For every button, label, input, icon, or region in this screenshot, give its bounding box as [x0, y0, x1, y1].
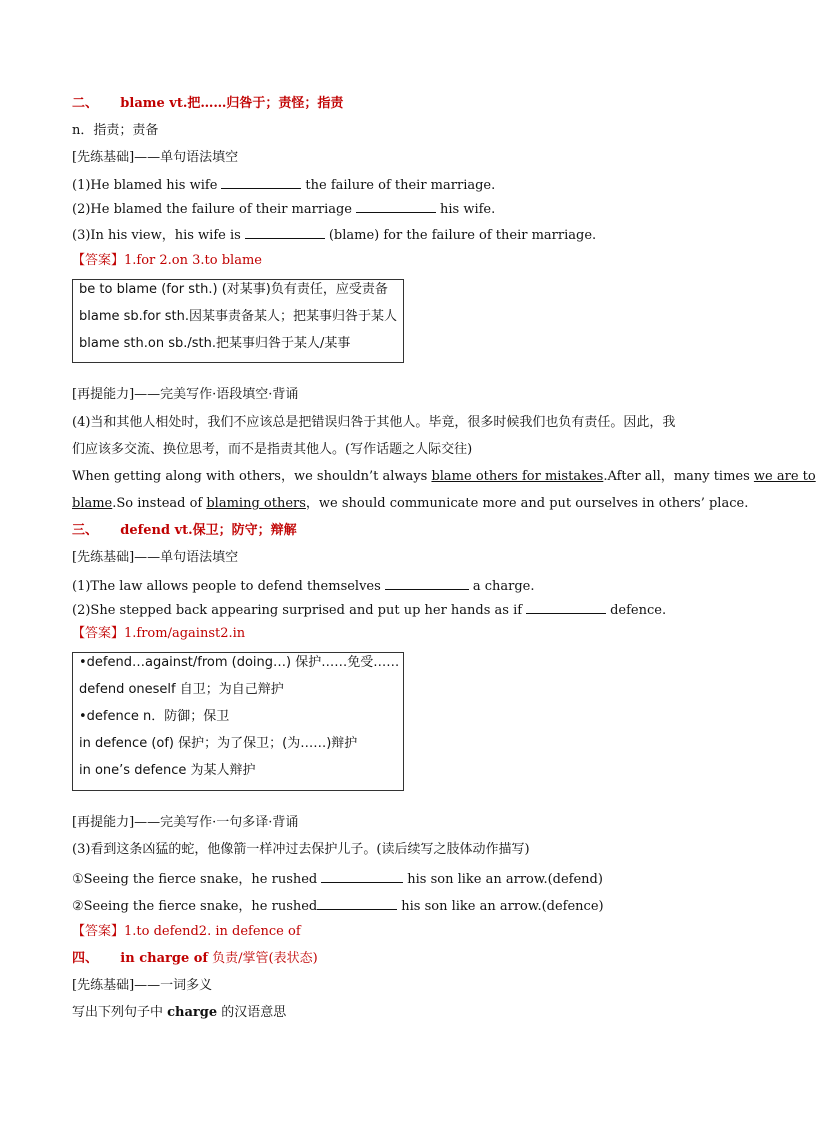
question-4-cn-2: 们应该多交流、换位思考，而不是指责其他人。(写作话题之人际交往) [72, 442, 473, 457]
practice-label: [先练基础]——单句语法填空 [72, 550, 239, 565]
improve-label: [再提能力]——完美写作·一句多译·背诵 [72, 815, 299, 830]
usage-item: blame sth.on sb./sth.把某事归咎于某人/某事 [79, 336, 351, 351]
usage-item: blame sb.for sth.因某事责备某人；把某事归咎于某人 [79, 309, 398, 324]
usage-box [72, 652, 404, 791]
answer-underline: blaming others [206, 496, 306, 511]
section-3-heading [72, 522, 297, 540]
usage-item: in defence (of) 保护；为了保卫；(为……)辩护 [79, 736, 358, 751]
question-2: (2)She stepped back appearing surprised and put up her hands as if defence. [72, 600, 666, 620]
question-1: (1)The law allows people to defend themselves a charge. [72, 576, 534, 596]
section-title-rest: 负责/掌管(表状态) [208, 951, 318, 966]
usage-box [72, 279, 404, 363]
answer-blank[interactable] [221, 175, 301, 189]
usage-item: be to blame (for sth.) (对某事)负有责任，应受责备 [79, 282, 388, 297]
answer-underline: blame [72, 496, 113, 511]
question-4-en-1: When getting along with others，we shouldn’t always blame others for mistakes.After all，many times we are to [72, 469, 816, 484]
answer-blank[interactable] [526, 600, 606, 614]
question-1: (1)He blamed his wife the failure of their marriage. [72, 175, 495, 195]
usage-item: •defend…against/from (doing…) 保护……免受…… [79, 655, 400, 670]
answer-line: 【答案】1.for 2.on 3.to blame [72, 253, 262, 268]
question-4-cn-1: (4)当和其他人相处时，我们不应该总是把错误归咎于其他人。毕竟，很多时候我们也负有责任。因此，我 [72, 415, 676, 430]
answer-underline: blame others for mistakes [431, 469, 604, 484]
answer-line: 【答案】1.to defend2. in defence of [72, 924, 301, 939]
section-number: 四、 [72, 951, 99, 966]
practice-label: [先练基础]——一词多义 [72, 978, 213, 993]
section-number: 三、 [72, 523, 99, 538]
usage-item: defend oneself 自卫；为自己辩护 [79, 682, 284, 697]
noun-definition: n．指责；责备 [72, 123, 159, 138]
answer-line: 【答案】1.from/against2.in [72, 626, 246, 641]
question-3: (3)In his view，his wife is (blame) for the failure of their marriage. [72, 225, 596, 245]
section-number: 二、 [72, 96, 99, 111]
section-title: blame vt.把……归咎于；责怪；指责 [120, 96, 344, 111]
translation-2: ②Seeing the fierce snake，he rushed his son like an arrow.(defence) [72, 896, 604, 916]
section-2-heading [72, 95, 343, 113]
answer-blank[interactable] [317, 896, 397, 910]
section-4-heading [72, 950, 318, 968]
improve-label: [再提能力]——完美写作·语段填空·背诵 [72, 387, 299, 402]
usage-item: •defence n．防御；保卫 [79, 709, 230, 724]
instruction: 写出下列句子中 charge 的汉语意思 [72, 1005, 287, 1020]
answer-blank[interactable] [321, 869, 403, 883]
answer-blank[interactable] [385, 576, 469, 590]
usage-item: in one’s defence 为某人辩护 [79, 763, 256, 778]
translation-1: ①Seeing the fierce snake，he rushed his son like an arrow.(defend) [72, 869, 603, 889]
question-3-cn: (3)看到这条凶猛的蛇，他像箭一样冲过去保护儿子。(读后续写之肢体动作描写) [72, 842, 530, 857]
answer-blank[interactable] [356, 199, 436, 213]
answer-blank[interactable] [245, 225, 325, 239]
answer-underline: we are to [753, 469, 816, 484]
section-title: in charge of [120, 951, 209, 966]
practice-label: [先练基础]——单句语法填空 [72, 150, 239, 165]
question-4-en-2: blame.So instead of blaming others，we should communicate more and put ourselves in others’ place. [72, 496, 749, 511]
section-title: defend vt.保卫；防守；辩解 [120, 523, 297, 538]
question-2: (2)He blamed the failure of their marriage his wife. [72, 199, 495, 219]
